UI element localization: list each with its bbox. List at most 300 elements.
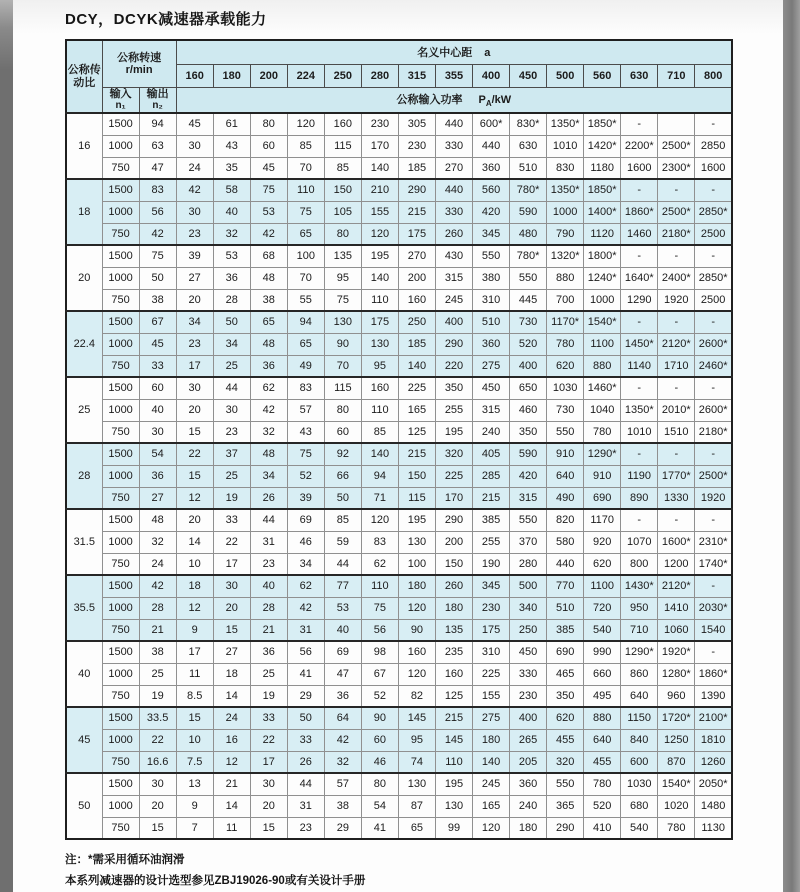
center-distance-value: 200 [250, 64, 287, 87]
power-value-cell: 2050* [695, 773, 732, 795]
input-speed-cell: 1000 [102, 729, 139, 751]
center-distance-value: 710 [658, 64, 695, 87]
output-speed-cell: 36 [139, 465, 176, 487]
power-value-cell: 455 [584, 751, 621, 773]
power-value-cell: 13 [176, 773, 213, 795]
power-value-cell: 550 [510, 509, 547, 531]
power-value-cell: 400 [510, 355, 547, 377]
output-speed-cell: 15 [139, 817, 176, 839]
header-output-speed [139, 87, 176, 113]
input-speed-cell: 1000 [102, 333, 139, 355]
power-value-cell: 71 [361, 487, 398, 509]
power-value-cell: 140 [398, 355, 435, 377]
power-value-cell: 260 [435, 223, 472, 245]
page [65, 0, 735, 892]
power-value-cell: 85 [361, 421, 398, 443]
power-value-cell: 39 [287, 487, 324, 509]
power-value-cell: 1920* [658, 641, 695, 663]
power-value-cell: 45 [250, 157, 287, 179]
output-speed-cell: 38 [139, 641, 176, 663]
power-value-cell: 20 [176, 399, 213, 421]
power-value-cell: 15 [176, 707, 213, 729]
table-row [66, 487, 732, 509]
power-value-cell: 30 [213, 399, 250, 421]
note-design-reference: 本系列减速器的设计选型参见ZBJ19026-90或有关设计手册 [65, 875, 366, 887]
power-value-cell: 170 [435, 487, 472, 509]
power-value-cell: 36 [213, 267, 250, 289]
power-value-cell: 465 [547, 663, 584, 685]
power-value-cell: 1350* [547, 113, 584, 135]
power-value-cell: 310 [473, 641, 510, 663]
power-value-cell: 550 [547, 421, 584, 443]
power-value-cell: 245 [473, 773, 510, 795]
power-value-cell: 130 [398, 773, 435, 795]
power-value-cell: 33 [213, 509, 250, 531]
power-value-cell: 1850* [584, 179, 621, 201]
power-value-cell: 330 [435, 201, 472, 223]
power-value-cell: 1290 [621, 289, 658, 311]
power-value-cell: 105 [324, 201, 361, 223]
power-value-cell: 150 [398, 465, 435, 487]
power-value-cell: 195 [398, 509, 435, 531]
input-speed-cell: 750 [102, 289, 139, 311]
output-speed-cell: 47 [139, 157, 176, 179]
power-value-cell: 1640* [621, 267, 658, 289]
power-value-cell: 65 [398, 817, 435, 839]
power-value-cell: - [621, 113, 658, 135]
power-value-cell: 880 [547, 267, 584, 289]
power-value-cell: 95 [361, 355, 398, 377]
power-value-cell: 1030 [547, 377, 584, 399]
power-value-cell: 90 [361, 707, 398, 729]
center-distance-label: 名义中心距 [417, 47, 473, 60]
power-value-cell: 880 [584, 707, 621, 729]
power-value-cell: 140 [361, 443, 398, 465]
ratio-cell: 16 [66, 113, 102, 179]
input-speed-cell: 1500 [102, 575, 139, 597]
power-value-cell: 1850* [584, 113, 621, 135]
power-value-cell: 29 [324, 817, 361, 839]
power-value-cell: 140 [473, 751, 510, 773]
input-speed-cell: 1000 [102, 795, 139, 817]
power-value-cell: 520 [584, 795, 621, 817]
power-value-cell: 315 [510, 487, 547, 509]
power-value-cell: 205 [510, 751, 547, 773]
power-value-cell: 1100 [584, 333, 621, 355]
power-value-cell: 65 [250, 311, 287, 333]
power-value-cell: 840 [621, 729, 658, 751]
output-speed-cell: 42 [139, 575, 176, 597]
power-value-cell: 12 [176, 487, 213, 509]
power-value-cell: 2850 [695, 135, 732, 157]
power-value-cell: 75 [361, 597, 398, 619]
power-value-cell: 160 [361, 377, 398, 399]
center-distance-value: 560 [584, 64, 621, 87]
power-value-cell: 780 [584, 421, 621, 443]
power-value-cell: 1860* [695, 663, 732, 685]
power-value-cell: 1600* [658, 531, 695, 553]
power-value-cell: - [695, 641, 732, 663]
power-value-cell: 2500 [695, 223, 732, 245]
power-value-cell: 60 [361, 729, 398, 751]
power-value-cell: 455 [547, 729, 584, 751]
input-speed-cell: 1500 [102, 443, 139, 465]
center-distance-value: 800 [695, 64, 732, 87]
power-value-cell: 135 [324, 245, 361, 267]
power-value-cell: 780 [584, 773, 621, 795]
power-value-cell: - [695, 377, 732, 399]
input-speed-cell: 750 [102, 553, 139, 575]
power-value-cell: 36 [324, 685, 361, 707]
power-value-cell: 285 [473, 465, 510, 487]
power-value-cell: 23 [213, 421, 250, 443]
input-speed-cell: 1000 [102, 135, 139, 157]
power-value-cell: 1350* [621, 399, 658, 421]
power-value-cell: 41 [287, 663, 324, 685]
output-symbol: n₂ [152, 99, 163, 111]
power-value-cell: 17 [250, 751, 287, 773]
power-value-cell: 32 [213, 223, 250, 245]
power-value-cell: 120 [287, 113, 324, 135]
note-lubrication: 注：*需采用循环油润滑 [65, 854, 185, 866]
power-value-cell: 85 [287, 135, 324, 157]
power-value-cell: 1320* [547, 245, 584, 267]
power-value-cell: 130 [324, 311, 361, 333]
power-value-cell: 30 [176, 201, 213, 223]
power-value-cell: 36 [250, 641, 287, 663]
center-distance-value: 180 [213, 64, 250, 87]
power-value-cell: 600 [621, 751, 658, 773]
power-symbol: $P_A/kW$ [478, 94, 512, 109]
power-value-cell: 75 [287, 201, 324, 223]
power-value-cell: 32 [324, 751, 361, 773]
power-value-cell: 44 [250, 509, 287, 531]
ratio-cell: 22.4 [66, 311, 102, 377]
power-value-cell: 445 [510, 289, 547, 311]
power-value-cell: 44 [324, 553, 361, 575]
power-value-cell: 550 [510, 267, 547, 289]
power-value-cell: 22 [176, 443, 213, 465]
power-value-cell: 62 [287, 575, 324, 597]
output-speed-cell: 60 [139, 377, 176, 399]
ratio-cell: 28 [66, 443, 102, 509]
power-value-cell: 235 [435, 641, 472, 663]
power-value-cell: 2180* [695, 421, 732, 443]
power-value-cell: 49 [287, 355, 324, 377]
power-value-cell: 990 [584, 641, 621, 663]
center-distance-value: 250 [324, 64, 361, 87]
power-value-cell: 60 [324, 421, 361, 443]
power-value-cell: 345 [473, 575, 510, 597]
power-value-cell: 37 [213, 443, 250, 465]
power-value-cell: 440 [435, 179, 472, 201]
header-speed-unit: r/min [125, 63, 153, 76]
input-speed-cell: 750 [102, 685, 139, 707]
power-value-cell: 180 [473, 729, 510, 751]
power-value-cell: 420 [473, 201, 510, 223]
table-row [66, 751, 732, 773]
power-value-cell: 365 [547, 795, 584, 817]
power-value-cell: 330 [435, 135, 472, 157]
input-speed-cell: 1500 [102, 641, 139, 663]
power-value-cell: 160 [398, 289, 435, 311]
power-value-cell: 1860* [621, 201, 658, 223]
ratio-cell: 50 [66, 773, 102, 839]
power-value-cell: 520 [510, 333, 547, 355]
power-value-cell: - [658, 443, 695, 465]
power-value-cell: 180 [435, 597, 472, 619]
power-value-cell: 1200 [658, 553, 695, 575]
power-value-cell: 820 [547, 509, 584, 531]
power-value-cell: 350 [435, 377, 472, 399]
power-value-cell: 145 [398, 707, 435, 729]
power-value-cell: 31 [250, 531, 287, 553]
ratio-cell: 45 [66, 707, 102, 773]
power-value-cell: 440 [473, 135, 510, 157]
power-value-cell: 950 [621, 597, 658, 619]
power-value-cell: 40 [250, 575, 287, 597]
power-value-cell: 52 [287, 465, 324, 487]
power-value-cell: 2600* [695, 399, 732, 421]
power-value-cell: 2850* [695, 267, 732, 289]
power-value-cell: 1540* [658, 773, 695, 795]
power-value-cell: - [695, 575, 732, 597]
power-value-cell: 410 [584, 817, 621, 839]
input-speed-cell: 750 [102, 487, 139, 509]
power-value-cell: 20 [176, 509, 213, 531]
power-value-cell: 1450* [621, 333, 658, 355]
power-value-cell: 1180 [584, 157, 621, 179]
power-value-cell: 50 [213, 311, 250, 333]
power-value-cell: 2200* [621, 135, 658, 157]
table-row [66, 465, 732, 487]
power-value-cell: 70 [324, 355, 361, 377]
power-value-cell: 30 [176, 377, 213, 399]
power-value-cell: 125 [398, 421, 435, 443]
power-value-cell: 9 [176, 795, 213, 817]
power-value-cell: 385 [547, 619, 584, 641]
power-value-cell: 1240* [584, 267, 621, 289]
input-speed-cell: 750 [102, 817, 139, 839]
power-value-cell: 110 [361, 289, 398, 311]
power-value-cell: 870 [658, 751, 695, 773]
output-speed-cell: 67 [139, 311, 176, 333]
power-value-cell: 67 [361, 663, 398, 685]
power-value-cell: 17 [176, 355, 213, 377]
power-value-cell: 330 [510, 663, 547, 685]
ratio-cell: 20 [66, 245, 102, 311]
power-value-cell: 400 [510, 707, 547, 729]
power-value-cell: 32 [250, 421, 287, 443]
power-value-cell: 14 [213, 685, 250, 707]
power-value-cell: 15 [176, 421, 213, 443]
power-value-cell: 23 [176, 223, 213, 245]
power-value-cell: 2500 [695, 289, 732, 311]
power-value-cell: 56 [287, 641, 324, 663]
power-value-cell: 26 [287, 751, 324, 773]
power-value-cell: 260 [435, 575, 472, 597]
power-value-cell: 440 [435, 113, 472, 135]
power-value-cell: 400 [435, 311, 472, 333]
power-value-cell: 280 [510, 553, 547, 575]
power-value-cell: 41 [361, 817, 398, 839]
power-value-cell: 80 [250, 113, 287, 135]
power-value-cell: 2850* [695, 201, 732, 223]
input-symbol: n₁ [115, 99, 126, 111]
power-value-cell: 1510 [658, 421, 695, 443]
input-speed-cell: 1000 [102, 399, 139, 421]
power-value-cell: 560 [473, 179, 510, 201]
output-speed-cell: 42 [139, 223, 176, 245]
power-value-cell: 2500* [658, 201, 695, 223]
power-value-cell: 110 [361, 399, 398, 421]
power-value-cell: 250 [398, 311, 435, 333]
table-row [66, 641, 732, 663]
page-title: DCY，DCYK减速器承载能力 [65, 11, 267, 28]
power-value-cell: - [695, 245, 732, 267]
power-value-cell: 120 [473, 817, 510, 839]
power-value-cell: 12 [176, 597, 213, 619]
power-value-cell: 22 [213, 531, 250, 553]
power-value-cell: 2300* [658, 157, 695, 179]
power-value-cell: 1770* [658, 465, 695, 487]
power-value-cell: 25 [213, 355, 250, 377]
power-value-cell: 960 [658, 685, 695, 707]
power-value-cell: 45 [176, 113, 213, 135]
input-speed-cell: 1500 [102, 245, 139, 267]
power-value-cell: 21 [250, 619, 287, 641]
power-value-cell: - [658, 179, 695, 201]
power-value-cell: 720 [584, 597, 621, 619]
power-value-cell: 1390 [695, 685, 732, 707]
table-row [66, 553, 732, 575]
power-value-cell: 98 [361, 641, 398, 663]
power-value-cell: 66 [324, 465, 361, 487]
power-value-cell: 75 [250, 179, 287, 201]
power-value-cell: 1410 [658, 597, 695, 619]
power-value-cell: 880 [584, 355, 621, 377]
power-value-cell: 350 [547, 685, 584, 707]
power-value-cell: 1430* [621, 575, 658, 597]
power-value-cell: 25 [250, 663, 287, 685]
power-value-cell: 125 [435, 685, 472, 707]
center-distance-value: 355 [435, 64, 472, 87]
power-value-cell: 2460* [695, 355, 732, 377]
power-value-cell: 57 [287, 399, 324, 421]
power-value-cell: 43 [287, 421, 324, 443]
output-speed-cell: 30 [139, 773, 176, 795]
power-value-cell: 770 [547, 575, 584, 597]
power-value-cell: 275 [473, 707, 510, 729]
power-value-cell: 48 [250, 333, 287, 355]
power-value-cell: 780* [510, 179, 547, 201]
power-value-cell: 48 [250, 267, 287, 289]
power-value-cell: 62 [361, 553, 398, 575]
table-row [66, 377, 732, 399]
power-value-cell: 490 [547, 487, 584, 509]
power-value-cell: 95 [398, 729, 435, 751]
power-value-cell: 30 [250, 773, 287, 795]
power-value-cell: 1040 [584, 399, 621, 421]
power-value-cell: 70 [287, 157, 324, 179]
power-value-cell: 12 [213, 751, 250, 773]
power-value-cell: 290 [435, 333, 472, 355]
power-value-cell: 115 [324, 135, 361, 157]
input-speed-cell: 1500 [102, 311, 139, 333]
power-value-cell: 22 [250, 729, 287, 751]
power-value-cell: 1170* [547, 311, 584, 333]
power-value-cell: 170 [361, 135, 398, 157]
power-value-cell: 1190 [621, 465, 658, 487]
power-value-cell: 1170 [584, 509, 621, 531]
power-value-cell: 75 [287, 443, 324, 465]
power-value-cell: 120 [398, 597, 435, 619]
power-value-cell: 95 [324, 267, 361, 289]
power-value-cell: 90 [324, 333, 361, 355]
power-value-cell: 1140 [621, 355, 658, 377]
power-value-cell: 230 [361, 113, 398, 135]
power-value-cell: 1740* [695, 553, 732, 575]
power-value-cell: 590 [510, 443, 547, 465]
power-value-cell: 53 [213, 245, 250, 267]
power-value-cell: 43 [213, 135, 250, 157]
power-value-cell: 14 [176, 531, 213, 553]
power-value-cell: 18 [213, 663, 250, 685]
power-value-cell: 42 [250, 399, 287, 421]
power-value-cell: 70 [287, 267, 324, 289]
right-scan-edge [783, 0, 800, 892]
power-value-cell: 23 [250, 553, 287, 575]
power-value-cell: 910 [547, 443, 584, 465]
power-value-cell: 180 [510, 817, 547, 839]
power-value-cell: 135 [435, 619, 472, 641]
footnotes [65, 850, 735, 892]
power-value-cell: 27 [213, 641, 250, 663]
table-row [66, 817, 732, 839]
power-value-cell: - [621, 245, 658, 267]
power-value-cell: 1280* [658, 663, 695, 685]
power-value-cell: 31 [287, 619, 324, 641]
power-value-cell: 190 [473, 553, 510, 575]
power-value-cell: 165 [398, 399, 435, 421]
power-value-cell: 1150 [621, 707, 658, 729]
input-speed-cell: 1500 [102, 773, 139, 795]
power-value-cell: 30 [176, 135, 213, 157]
power-value-cell: 640 [584, 729, 621, 751]
power-value-cell: 1460* [584, 377, 621, 399]
power-value-cell: 2500* [695, 465, 732, 487]
power-value-cell: 350 [510, 421, 547, 443]
header-speed [102, 40, 176, 87]
power-value-cell: 460 [510, 399, 547, 421]
table-row [66, 157, 732, 179]
power-value-cell: 68 [250, 245, 287, 267]
power-value-cell: 17 [213, 553, 250, 575]
power-value-cell: 140 [361, 157, 398, 179]
power-value-cell: 700 [547, 289, 584, 311]
power-value-cell: 130 [361, 333, 398, 355]
power-value-cell: 500 [510, 575, 547, 597]
power-value-cell: 155 [473, 685, 510, 707]
power-value-cell: - [695, 179, 732, 201]
power-value-cell: 60 [250, 135, 287, 157]
power-value-cell: 510 [473, 311, 510, 333]
power-value-cell: - [621, 509, 658, 531]
table-row [66, 707, 732, 729]
power-value-cell: 10 [176, 553, 213, 575]
power-value-cell: 150 [324, 179, 361, 201]
power-value-cell: 730 [547, 399, 584, 421]
